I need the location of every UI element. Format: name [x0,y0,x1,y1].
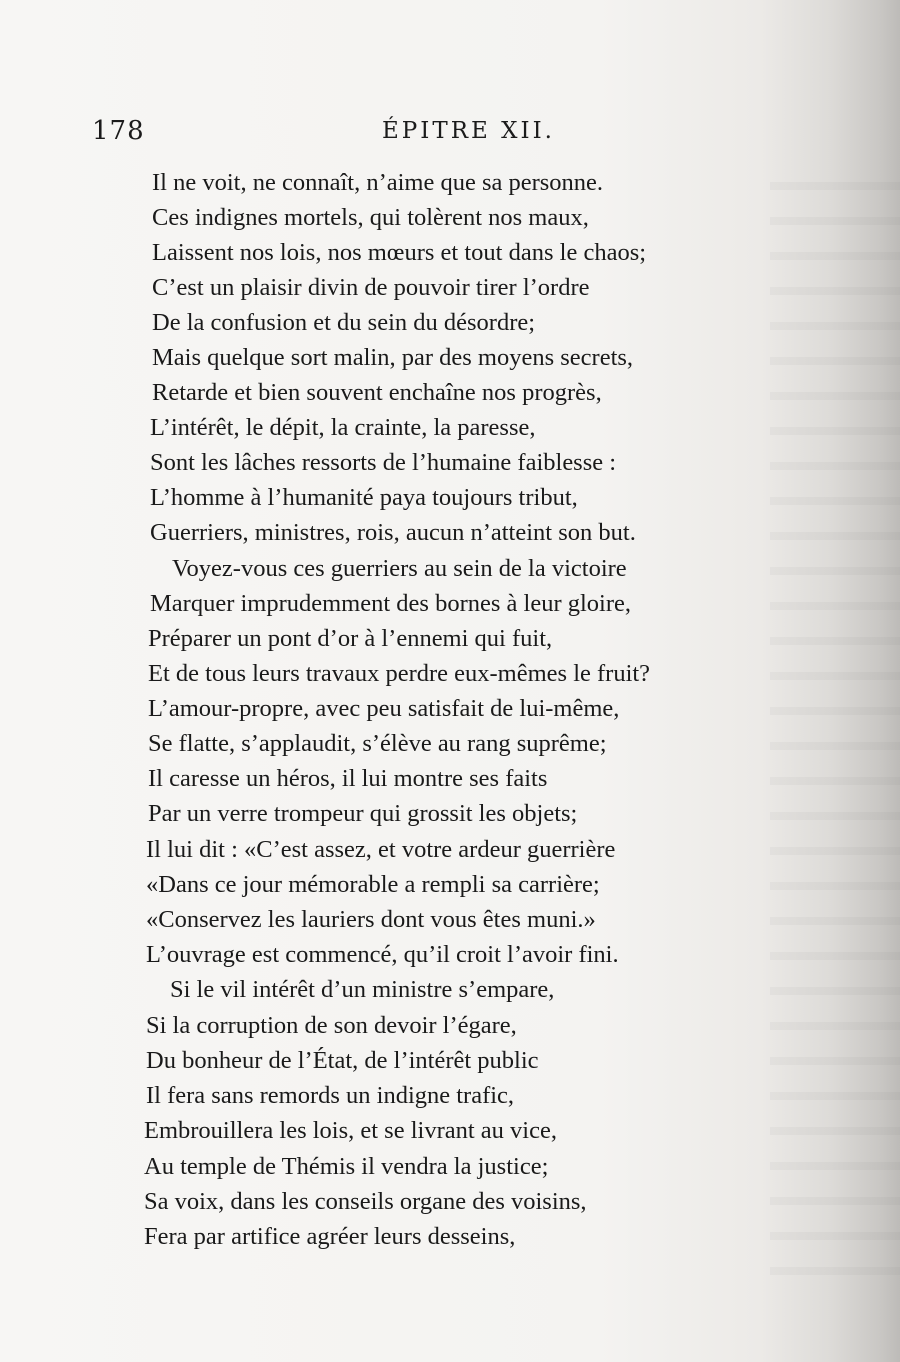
verse-line: C’est un plaisir divin de pouvoir tirer l’ordre [152,274,590,301]
verse-line: «Dans ce jour mémorable a rempli sa carrière; [146,871,600,898]
verse-line: L’amour-propre, avec peu satisfait de lui-même, [148,695,620,722]
verse-line: Sont les lâches ressorts de l’humaine faiblesse : [150,449,617,476]
verse-line: Et de tous leurs travaux perdre eux-mêmes le fruit? [148,660,651,687]
verse-line: Fera par artifice agréer leurs desseins, [144,1223,516,1250]
page-number: 178 [92,116,145,146]
verse-line: De la confusion et du sein du désordre; [152,309,536,336]
verse-line: Mais quelque sort malin, par des moyens secrets, [152,344,634,371]
verse-line: «Conservez les lauriers dont vous êtes muni.» [146,906,596,933]
bleed-through-text [770,160,900,1280]
verse-line: Il lui dit : «C’est assez, et votre ardeur guerrière [146,836,616,863]
verse-line: Laissent nos lois, nos mœurs et tout dans le chaos; [152,239,647,266]
verse-line: Du bonheur de l’État, de l’intérêt public [146,1047,539,1074]
verse-line: Par un verre trompeur qui grossit les objets; [148,800,578,827]
verse-line: Il fera sans remords un indigne trafic, [146,1082,515,1109]
verse-line: Si la corruption de son devoir l’égare, [146,1012,517,1039]
verse-line: L’ouvrage est commencé, qu’il croit l’avoir fini. [146,941,619,968]
page-header [0,110,900,150]
verse-line: Préparer un pont d’or à l’ennemi qui fuit, [148,625,553,652]
verse-line: Il caresse un héros, il lui montre ses faits [148,765,548,792]
verse-line: L’intérêt, le dépit, la crainte, la paresse, [150,414,536,441]
verse-line: Guerriers, ministres, rois, aucun n’atteint son but. [150,519,636,546]
verse-line: Au temple de Thémis il vendra la justice; [144,1153,549,1180]
verse-line: Il ne voit, ne connaît, n’aime que sa personne. [152,169,604,196]
verse-line: Sa voix, dans les conseils organe des voisins, [144,1188,587,1215]
running-head: ÉPITRE XII. [382,118,555,144]
verse-line: Se flatte, s’applaudit, s’élève au rang suprême; [148,730,607,757]
verse-line: L’homme à l’humanité paya toujours tribut, [150,484,578,511]
verse-line: Voyez-vous ces guerriers au sein de la victoire [172,555,627,582]
verse-line: Retarde et bien souvent enchaîne nos progrès, [152,379,602,406]
verse-line: Si le vil intérêt d’un ministre s’empare, [170,976,555,1003]
verse-line: Ces indignes mortels, qui tolèrent nos maux, [152,204,589,231]
verse-line: Marquer imprudemment des bornes à leur gloire, [150,590,632,617]
verse-line: Embrouillera les lois, et se livrant au vice, [144,1117,557,1144]
